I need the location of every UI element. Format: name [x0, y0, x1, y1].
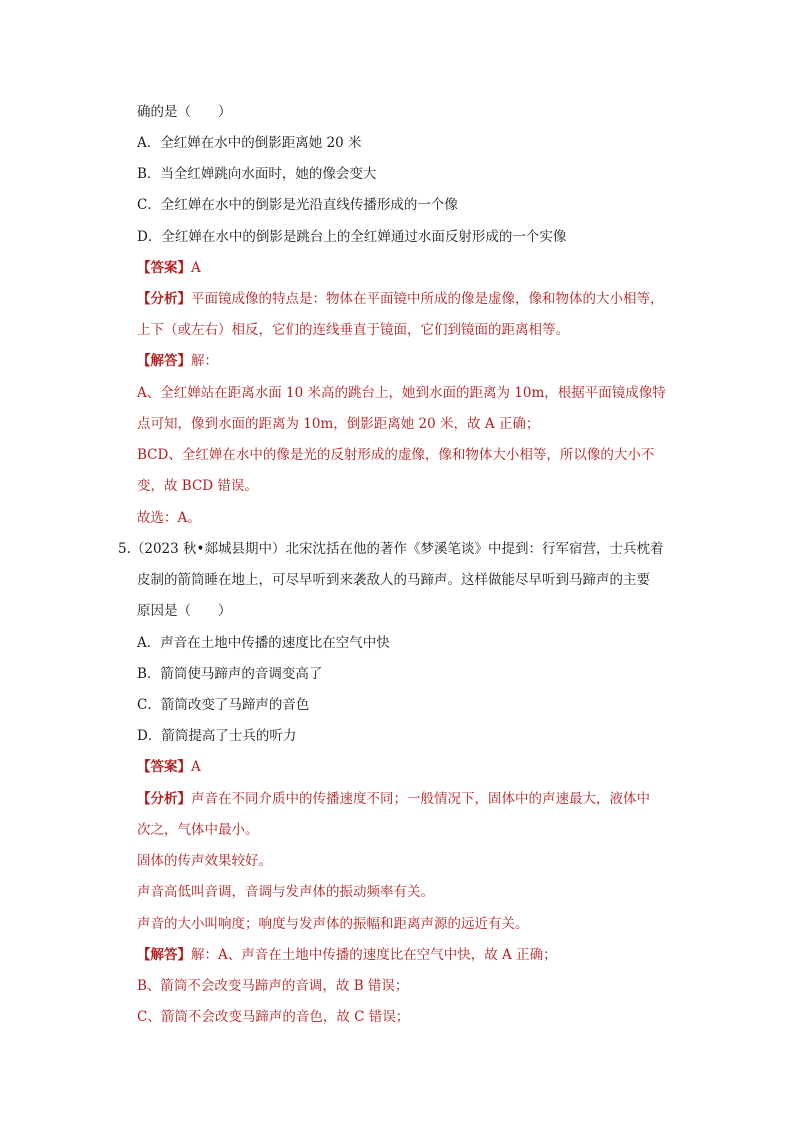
analysis-tag: 【分析】 — [137, 791, 191, 807]
answer-tag: 【答案】 — [137, 759, 191, 775]
q5-option-a: A．声音在土地中传播的速度比在空气中快 — [137, 635, 390, 651]
solution-tag: 【解答】 — [137, 947, 191, 963]
q5-stem-line-2: 皮制的箭筒睡在地上，可尽早听到来袭敌人的马蹄声。这样做能尽早听到马蹄声的主要 — [137, 572, 650, 588]
q4-analysis-line-2: 上下（或左右）相反，它们的连线垂直于镜面，它们到镜面的距离相等。 — [137, 322, 569, 338]
analysis-text: 平面镜成像的特点是：物体在平面镜中所成的像是虚像，像和物体的大小相等， — [191, 291, 664, 307]
q5-solution-line-1 — [137, 945, 557, 965]
q4-solution-line-3: BCD、全红婵在水中的像是光的反射形成的虚像，像和物体大小相等，所以像的大小不 — [137, 447, 655, 463]
q4-solution-head — [137, 351, 218, 371]
q5-option-c: C．箭筒改变了马蹄声的音色 — [137, 697, 310, 713]
q4-option-c: C．全红婵在水中的倒影是光沿直线传播形成的一个像 — [137, 197, 458, 213]
q4-stem-tail: 确的是（ ） — [137, 104, 232, 120]
solution-text: 解：A、声音在土地中传播的速度比在空气中快，故 A 正确； — [191, 947, 557, 963]
q5-option-b: B．箭筒使马蹄声的音调变高了 — [137, 666, 323, 682]
q4-analysis-line-1 — [137, 289, 664, 309]
q5-option-d: D．箭筒提高了士兵的听力 — [137, 728, 297, 744]
q5-analysis-line-4: 声音高低叫音调，音调与发声体的振动频率有关。 — [137, 884, 434, 900]
solution-head-text: 解： — [191, 353, 218, 369]
answer-value: A — [191, 260, 201, 276]
analysis-text: 声音在不同介质中的传播速度不同；一般情况下，固体中的声速最大，液体中 — [191, 791, 650, 807]
q5-solution-line-2: B、箭筒不会改变马蹄声的音调，故 B 错误； — [137, 978, 409, 994]
q5-stem-line-3: 原因是（ ） — [137, 603, 232, 619]
q5-stem-line-1: 5.（2023 秋•郯城县期中）北宋沈括在他的著作《梦溪笔谈》中提到：行军宿营，士兵枕着 — [118, 541, 664, 557]
q5-answer — [137, 757, 201, 777]
q4-solution-line-4: 变，故 BCD 错误。 — [137, 478, 258, 494]
q5-analysis-line-1 — [137, 789, 650, 809]
q4-option-d: D．全红婵在水中的倒影是跳台上的全红婵通过水面反射形成的一个实像 — [137, 229, 567, 245]
q5-analysis-line-3: 固体的传声效果较好。 — [137, 853, 272, 869]
answer-value: A — [191, 759, 201, 775]
q4-option-b: B．当全红婵跳向水面时，她的像会变大 — [137, 166, 377, 182]
analysis-tag: 【分析】 — [137, 291, 191, 307]
solution-tag: 【解答】 — [137, 353, 191, 369]
q4-choice: 故选：A。 — [137, 510, 201, 526]
q5-analysis-line-5: 声音的大小叫响度；响度与发声体的振幅和距离声源的远近有关。 — [137, 916, 529, 932]
q4-option-a: A．全红婵在水中的倒影距离她 20 米 — [137, 135, 362, 151]
answer-tag: 【答案】 — [137, 260, 191, 276]
q4-answer — [137, 258, 201, 278]
q5-analysis-line-2: 次之，气体中最小。 — [137, 822, 259, 838]
q5-solution-line-3: C、箭筒不会改变马蹄声的音色，故 C 错误； — [137, 1009, 410, 1025]
q4-solution-line-2: 点可知，像到水面的距离为 10m，倒影距离她 20 米，故 A 正确； — [137, 416, 540, 432]
q4-solution-line-1: A、全红婵站在距离水面 10 米高的跳台上，她到水面的距离为 10m，根据平面镜成像特 — [137, 385, 666, 401]
